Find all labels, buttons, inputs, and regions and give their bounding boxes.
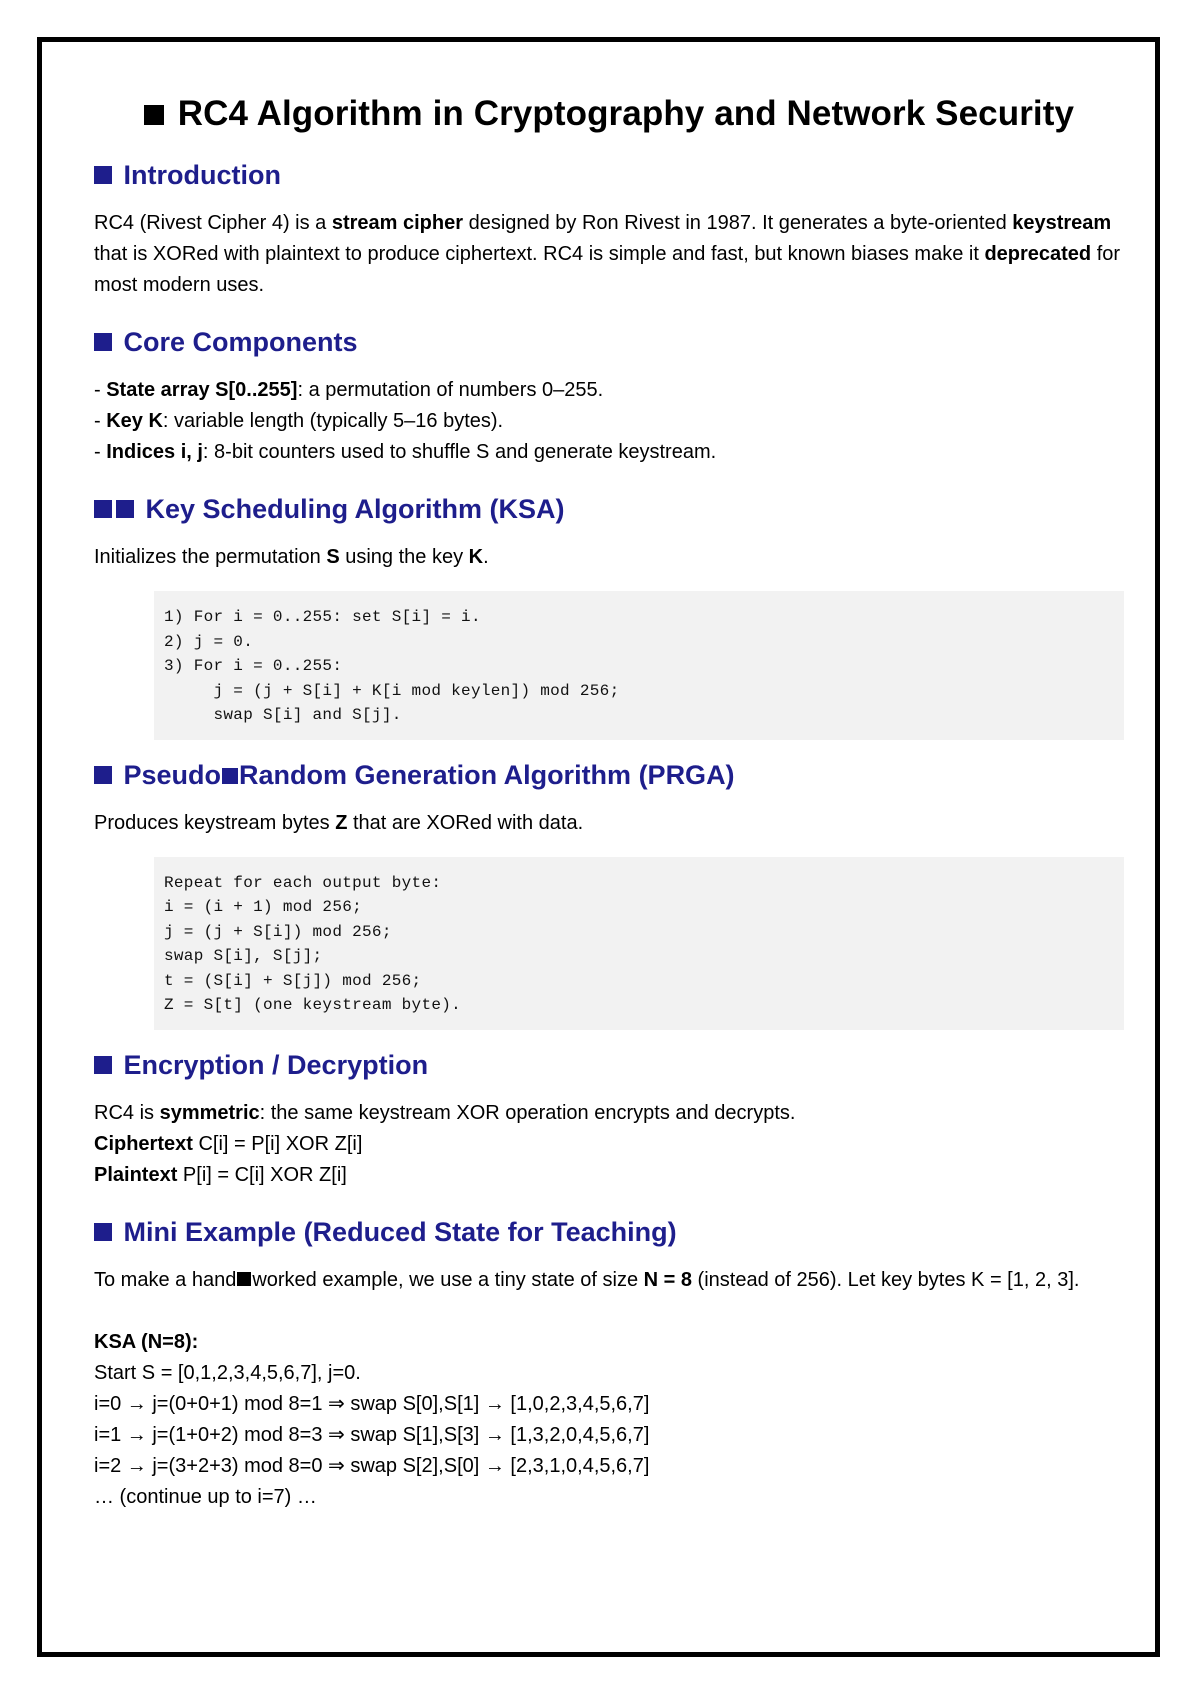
list-item: - State array S[0..255]: a permutation of numbers 0–255. <box>94 379 604 401</box>
document-body <box>94 90 1124 1513</box>
square-glyph-icon <box>237 1272 251 1286</box>
spacer <box>94 1296 1124 1327</box>
square-bullet-icon <box>94 1223 112 1241</box>
prga-code-block: Repeat for each output byte: i = (i + 1) mod 256; j = (j + S[i]) mod 256; swap S[i], S[j]; t = (S[i] + S[j]) mod 256; Z = S[t] (one keystream byte). <box>154 857 1124 1030</box>
example-line: i=2 → j=(3+2+3) mod 8=0 ⇒ swap S[2],S[0] → [2,3,1,0,4,5,6,7] <box>94 1454 650 1477</box>
section-heading-ksa: Key Scheduling Algorithm (KSA) <box>94 492 1124 526</box>
square-bullet-icon <box>144 105 164 125</box>
encdec-description: RC4 is symmetric: the same keystream XOR operation encrypts and decrypts. <box>94 1101 796 1124</box>
section-heading-core-components: Core Components <box>94 325 1124 359</box>
section-heading-encryption-decryption: Encryption / Decryption <box>94 1048 1124 1082</box>
list-item: - Indices i, j: 8-bit counters used to shuffle S and generate keystream. <box>94 441 717 463</box>
section-heading-mini-example: Mini Example (Reduced State for Teaching) <box>94 1215 1124 1249</box>
plaintext-formula: Plaintext P[i] = C[i] XOR Z[i] <box>94 1163 347 1186</box>
core-components-list <box>94 375 1124 468</box>
example-line: Start S = [0,1,2,3,4,5,6,7], j=0. <box>94 1361 361 1384</box>
square-bullet-icon <box>94 500 112 518</box>
example-line: i=0 → j=(0+0+1) mod 8=1 ⇒ swap S[0],S[1] → [1,0,2,3,4,5,6,7] <box>94 1392 650 1415</box>
example-ksa-label: KSA (N=8): <box>94 1330 199 1353</box>
page-title: RC4 Algorithm in Cryptography and Network Security <box>94 90 1124 138</box>
example-line: i=1 → j=(1+0+2) mod 8=3 ⇒ swap S[1],S[3] → [1,3,2,0,4,5,6,7] <box>94 1423 650 1446</box>
ksa-description: Initializes the permutation S using the key K. <box>94 546 489 568</box>
square-bullet-icon <box>94 166 112 184</box>
example-description: To make a hand worked example, we use a tiny state of size N = 8 (instead of 256). Let key bytes K = [1, 2, 3]. <box>94 1268 1080 1291</box>
square-glyph-icon <box>222 768 238 784</box>
square-bullet-icon <box>94 333 112 351</box>
ksa-code-block: 1) For i = 0..255: set S[i] = i. 2) j = 0. 3) For i = 0..255: j = (j + S[i] + K[i mod keylen]) mod 256; swap S[i] and S[j]. <box>154 591 1124 740</box>
square-bullet-icon <box>116 500 134 518</box>
square-bullet-icon <box>94 1056 112 1074</box>
square-bullet-icon <box>94 766 112 784</box>
ciphertext-formula: Ciphertext C[i] = P[i] XOR Z[i] <box>94 1132 363 1155</box>
example-line: … (continue up to i=7) … <box>94 1485 317 1508</box>
list-item: - Key K: variable length (typically 5–16 bytes). <box>94 410 504 432</box>
section-heading-prga: Pseudo Random Generation Algorithm (PRGA) <box>94 758 1124 792</box>
prga-description: Produces keystream bytes Z that are XORed with data. <box>94 811 584 834</box>
section-heading-introduction: Introduction <box>94 158 1124 192</box>
intro-paragraph: RC4 (Rivest Cipher 4) is a stream cipher designed by Ron Rivest in 1987. It generates a byte-oriented keystream that is XORed with plaintext to produce ciphertext. RC4 is simple and fast, but known biases make it deprecated for most modern uses. <box>94 212 1121 296</box>
